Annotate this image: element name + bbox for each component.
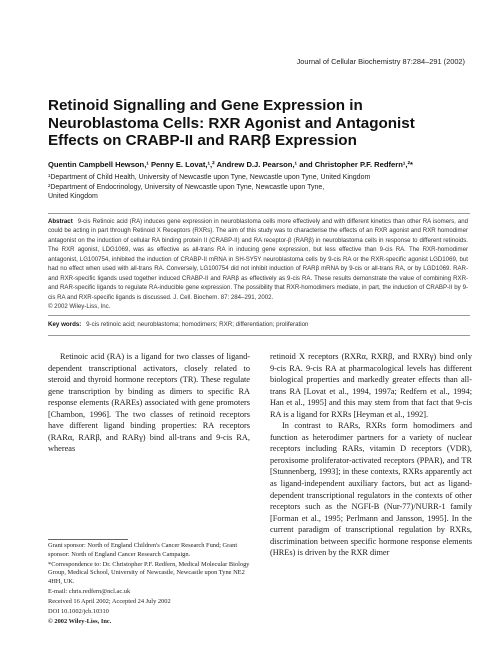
title-line-1: Retinoid Signalling and Gene Expression in bbox=[48, 97, 363, 114]
keywords-label: Key words: bbox=[48, 321, 82, 328]
body-column-left bbox=[48, 351, 250, 455]
affiliations bbox=[48, 173, 478, 202]
footnote-received: Received 16 April 2002; Accepted 24 July 2002 bbox=[48, 597, 171, 605]
footnote-email: E-mail: chris.redfern@ncl.ac.uk bbox=[48, 587, 131, 595]
keywords bbox=[48, 321, 468, 328]
abstract-text: 9-cis Retinoic acid (RA) induces gene expression in neuroblastoma cells more effectively and with different kinetics than other RA isomers, and could be acting in part through Retinoid X Receptors (RXRs). The aim of this study was to characterise the effects of an RXR agonist and RXR homodimer antagonist on the induction of cellular RA binding protein II (CRABP-II) and RA receptor-β (RARβ) in neuroblastoma cells in response to different retinoids. The RXR agonist, LDG1069, was as effective as all-trans RA in inducing gene expression, but less effective than 9-cis RA. The RXR-homodimer antagonist, LG100754, inhibited the induction of CRABP-II mRNA in SH-SY5Y neuroblastoma cells by 9-cis RA or the RXR-specific agonist LGD1069, but had no effect when used with all-trans RA. Conversely, LG100754 did not inhibit induction of RARβ mRNA by 9-cis or all-trans RA, or by LGD1069. RAR- and RXR-specific ligands used together induced CRABP-II and RARβ as effectively as 9-cis RA. These results demonstrate the value of combining RXR- and RAR-specific ligands to regulate RA-inducible gene expression. The possibility that RXR-homodimers mediate, in part, the induction of CRABP-II by 9-cis RA and RXR-specific ligands is discussed. J. Cell. Biochem. 87: 284–291, 2002. bbox=[48, 218, 468, 301]
abstract-copyright: © 2002 Wiley-Liss, Inc. bbox=[48, 303, 111, 311]
keywords-text: 9-cis retinoic acid; neuroblastoma; homodimers; RXR; differentiation; proliferation bbox=[86, 321, 309, 328]
affiliation-1: ¹Department of Child Health, University of Newcastle upon Tyne, Newcastle upon Tyne, United Kingdom bbox=[48, 174, 371, 181]
body-column-right bbox=[270, 351, 472, 559]
keywords-bottom-divider bbox=[48, 335, 470, 336]
footnote-correspondence: *Correspondence to: Dr. Christopher P.F. Redfern, Medical Molecular Biology Group, Medical School, University of Newcastle, Newcastle upon Tyne NE2 4HH, UK. bbox=[48, 560, 250, 585]
title-line-2: Neuroblastoma Cells: RXR Agonist and Antagonist bbox=[48, 114, 415, 132]
body-paragraph: In contrast to RARs, RXRs form homodimers and function as heterodimer partners for a variety of nuclear receptors including RARs, vitamin D receptors (VDR), peroxisome proliferator-activated receptors (PPAR), and TR [Stunnenberg, 1993]; in these contexts, RXRs apparently act as ligand-independent auxiliary factors, but act as ligand-dependent transcriptional regulators in the contexts of other receptors such as the NGFI-B (Nur-77)/NURR-1 family [Forman et al., 1995; Perlmann and Jansson, 1995]. In the current paradigm of transcriptional regulation by RXRs, discrimination between specific hormone response elements (HREs) is driven by the RXR dimer bbox=[270, 421, 472, 558]
abstract bbox=[48, 217, 468, 312]
footnotes bbox=[48, 542, 252, 628]
title-line-3: Effects on CRABP-II and RARβ Expression bbox=[48, 132, 357, 149]
body-paragraph: retinoid X receptors (RXRα, RXRβ, and RXRγ) bind only 9-cis RA. 9-cis RA at pharmacological levels has different biological properties and markedly greater effects than all-trans RA [Lovat et al., 1994, 1997a; Redfern et al., 1994; Han et al., 1995] and this may stem from that fact that 9-cis RA is a ligand for RXRs [Heyman et al., 1992]. bbox=[270, 352, 472, 419]
footnote-divider bbox=[48, 539, 128, 540]
footnote-doi: DOI 10.1002/jcb.10310 bbox=[48, 607, 109, 615]
body-paragraph: Retinoic acid (RA) is a ligand for two classes of ligand-dependent transcriptional activators, closely related to steroid and thyroid hormone receptors (TR). These regulate gene transcription by binding as dimers to specific RA response elements (RAREs) associated with gene promoters [Chambon, 1996]. The two classes of retinoid receptors have different ligand binding properties: RA receptors (RARα, RARβ, and RARγ) bind all-trans and 9-cis RA, whereas bbox=[48, 352, 250, 454]
journal-citation: Journal of Cellular Biochemistry 87:284–291 (2002) bbox=[296, 57, 465, 66]
footnote-copyright: © 2002 Wiley-Liss, Inc. bbox=[48, 618, 112, 626]
footnote-grant: Grant sponsor: North of England Children's Cancer Research Fund; Grant sponsor: North of England Cancer Research Campaign. bbox=[48, 542, 238, 558]
abstract-label: Abstract bbox=[48, 218, 73, 225]
article-title bbox=[48, 97, 448, 150]
affiliation-2: ²Department of Endocrinology, University of Newcastle upon Tyne, Newcastle upon Tyne, bbox=[48, 183, 325, 191]
author-list: Quentin Campbell Hewson,¹ Penny E. Lovat,¹,² Andrew D.J. Pearson,¹ and Christopher P.F. Redfern¹,²* bbox=[48, 160, 413, 169]
affiliation-2-cont: United Kingdom bbox=[48, 193, 98, 201]
abstract-top-divider bbox=[48, 213, 470, 214]
keywords-top-divider bbox=[48, 315, 470, 316]
